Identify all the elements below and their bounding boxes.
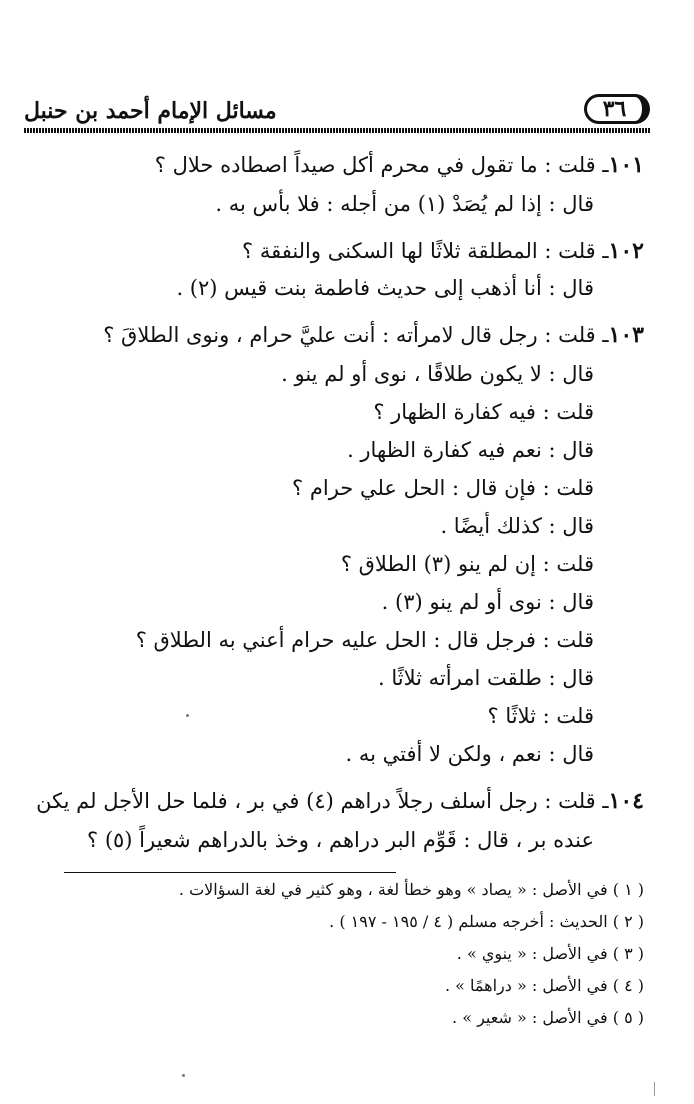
answer-line: قال : طلقت امرأته ثلاثًا .: [378, 666, 594, 690]
footnote-3: ( ٣ ) في الأصل : « ينوي » .: [456, 944, 644, 963]
question-line: قلت : فإن قال : الحل علي حرام ؟: [292, 476, 594, 500]
question-line: قلت : ثلاثًا ؟: [487, 704, 594, 728]
answer-line: قال : نوى أو لم ينو (٣) .: [381, 590, 594, 614]
answer-line: قال : لا يكون طلاقًا ، نوى أو لم ينو .: [281, 362, 594, 386]
answer-line: قال : أنا أذهب إلى حديث فاطمة بنت قيس (٢) .: [176, 276, 594, 300]
scan-mark: [654, 1082, 655, 1096]
scan-speck: [182, 1074, 185, 1077]
question-104: [36, 788, 644, 814]
question-continuation: عنده بر ، قال : قَوِّم البر دراهم ، وخذ بالدراهم شعيراً (٥) ؟: [87, 828, 594, 852]
footnote-2: ( ٢ ) الحديث : أخرجه مسلم ( ٤ / ١٩٥ - ١٩٧ ) .: [329, 912, 644, 931]
question-line: قلت : فيه كفارة الظهار ؟: [373, 400, 594, 424]
question-103: [103, 322, 644, 348]
page-number-badge: [584, 94, 650, 124]
footnote-4: ( ٤ ) في الأصل : « دراهمًا » .: [444, 976, 644, 995]
footnote-1: ( ١ ) في الأصل : « يصاد » وهو خطأ لغة ، وهو كثير في لغة السؤالات .: [178, 880, 644, 899]
question-102: [242, 238, 644, 264]
question-text: ـ قلت : ما تقول في محرم أكل صيداً اصطاده حلال ؟: [154, 153, 609, 177]
question-number: ١٠٣: [608, 322, 644, 348]
page-number: ٣٦: [602, 96, 627, 122]
question-number: ١٠٤: [608, 788, 644, 814]
question-number: ١٠١: [608, 152, 644, 178]
answer-line: قال : نعم ، ولكن لا أفتي به .: [345, 742, 594, 766]
question-line: قلت : فرجل قال : الحل عليه حرام أعني به الطلاق ؟: [135, 628, 594, 652]
question-text: ـ قلت : المطلقة ثلاثًا لها السكنى والنفقة ؟: [242, 239, 609, 263]
book-title: مسائل الإمام أحمد بن حنبل: [24, 98, 277, 124]
scan-speck: [186, 714, 189, 717]
answer-line: قال : إذا لم يُصَدْ (١) من أجله : فلا بأس به .: [215, 192, 594, 216]
question-line: قلت : إن لم ينو (٣) الطلاق ؟: [340, 552, 594, 576]
question-101: [155, 152, 644, 178]
question-number: ١٠٢: [608, 238, 644, 264]
question-text: ـ قلت : رجل قال لامرأته : أنت عليَّ حرام ، ونوى الطلاقَ ؟: [103, 323, 609, 347]
running-header: [24, 92, 650, 132]
footnote-separator: [64, 872, 396, 873]
answer-line: قال : نعم فيه كفارة الظهار .: [347, 438, 594, 462]
footnote-5: ( ٥ ) في الأصل : « شعير » .: [452, 1008, 644, 1027]
answer-line: قال : كذلك أيضًا .: [440, 514, 594, 538]
header-rule: [24, 128, 650, 133]
question-text: ـ قلت : رجل أسلف رجلاً دراهم (٤) في بر ، فلما حل الأجل لم يكن: [36, 789, 609, 813]
